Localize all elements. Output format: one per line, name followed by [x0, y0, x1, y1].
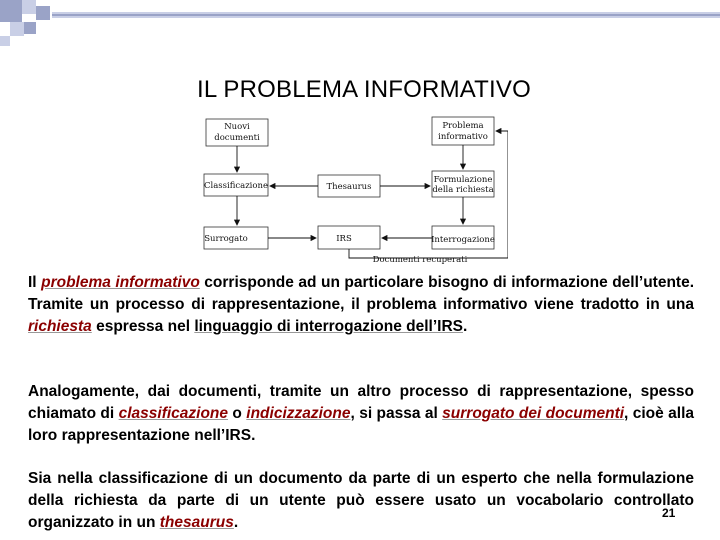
p1-text-1: Il — [28, 274, 42, 291]
paragraph-thesaurus — [28, 468, 694, 534]
label-irs: IRS — [336, 234, 352, 244]
p2-term-indicizzazione: indicizzazione — [246, 405, 351, 422]
label-formulazione: Formulazione — [433, 175, 493, 185]
label-documenti: documenti — [214, 133, 260, 143]
p3-text-2: . — [233, 514, 239, 531]
label-classificazione: Classificazione — [203, 181, 269, 191]
decorative-square-5 — [24, 22, 36, 34]
label-documenti-recuperati: Documenti recuperati — [372, 255, 468, 264]
p2-text-2: o — [228, 405, 247, 422]
p3-term-thesaurus: thesaurus — [159, 514, 234, 531]
information-problem-diagram — [196, 112, 508, 264]
p3-text-1: Sia nella classificazione di un documento da parte di un esperto che nella formulazione della richiesta da parte di un utente può essere usato un vocabolario controllato organizzato in un — [28, 470, 694, 531]
decorative-square-4 — [10, 22, 24, 36]
p1-term-richiesta: richiesta — [28, 318, 92, 335]
p2-term-surrogato: surrogato dei documenti — [442, 405, 625, 422]
label-problema: Problema — [442, 121, 484, 131]
p2-text-3: , si passa al — [350, 405, 443, 422]
p1-term-problema-informativo: problema informativo — [41, 274, 200, 291]
p2-text-4: , cioè alla loro rappresentazione nell’IRS. — [28, 405, 694, 444]
decorative-square-2 — [22, 0, 36, 14]
label-della-richiesta: della richiesta — [432, 185, 494, 195]
decorative-square-3 — [36, 6, 50, 20]
decorative-square-6 — [0, 36, 10, 46]
label-nuovi: Nuovi — [224, 122, 250, 132]
slide-title: IL PROBLEMA INFORMATIVO — [197, 76, 531, 104]
p1-text-2: corrisponde ad un particolare bisogno di informazione dell’utente. Tramite un processo di rappresentazione, il problema informativo viene tradotto in una — [28, 274, 695, 313]
p1-term-linguaggio: linguaggio di interrogazione dell’IRS — [194, 318, 463, 335]
label-thesaurus: Thesaurus — [326, 182, 372, 192]
label-surrogato: Surrogato — [204, 234, 248, 244]
p2-term-classificazione: classificazione — [118, 405, 229, 422]
decorative-square-1 — [0, 0, 22, 22]
p2-text-1: Analogamente, dai documenti, tramite un altro processo di rappresentazione, spesso chiamato di — [28, 383, 694, 422]
label-informativo: informativo — [438, 132, 488, 142]
page-number: 21 — [662, 506, 676, 520]
paragraph-classificazione — [28, 381, 694, 447]
label-interrogazione: Interrogazione — [431, 235, 495, 245]
p1-text-4: . — [463, 318, 468, 335]
decorative-horizontal-rule-inner — [52, 14, 720, 16]
paragraph-problema-informativo — [28, 272, 694, 338]
p1-text-3: espressa nel — [91, 318, 195, 335]
